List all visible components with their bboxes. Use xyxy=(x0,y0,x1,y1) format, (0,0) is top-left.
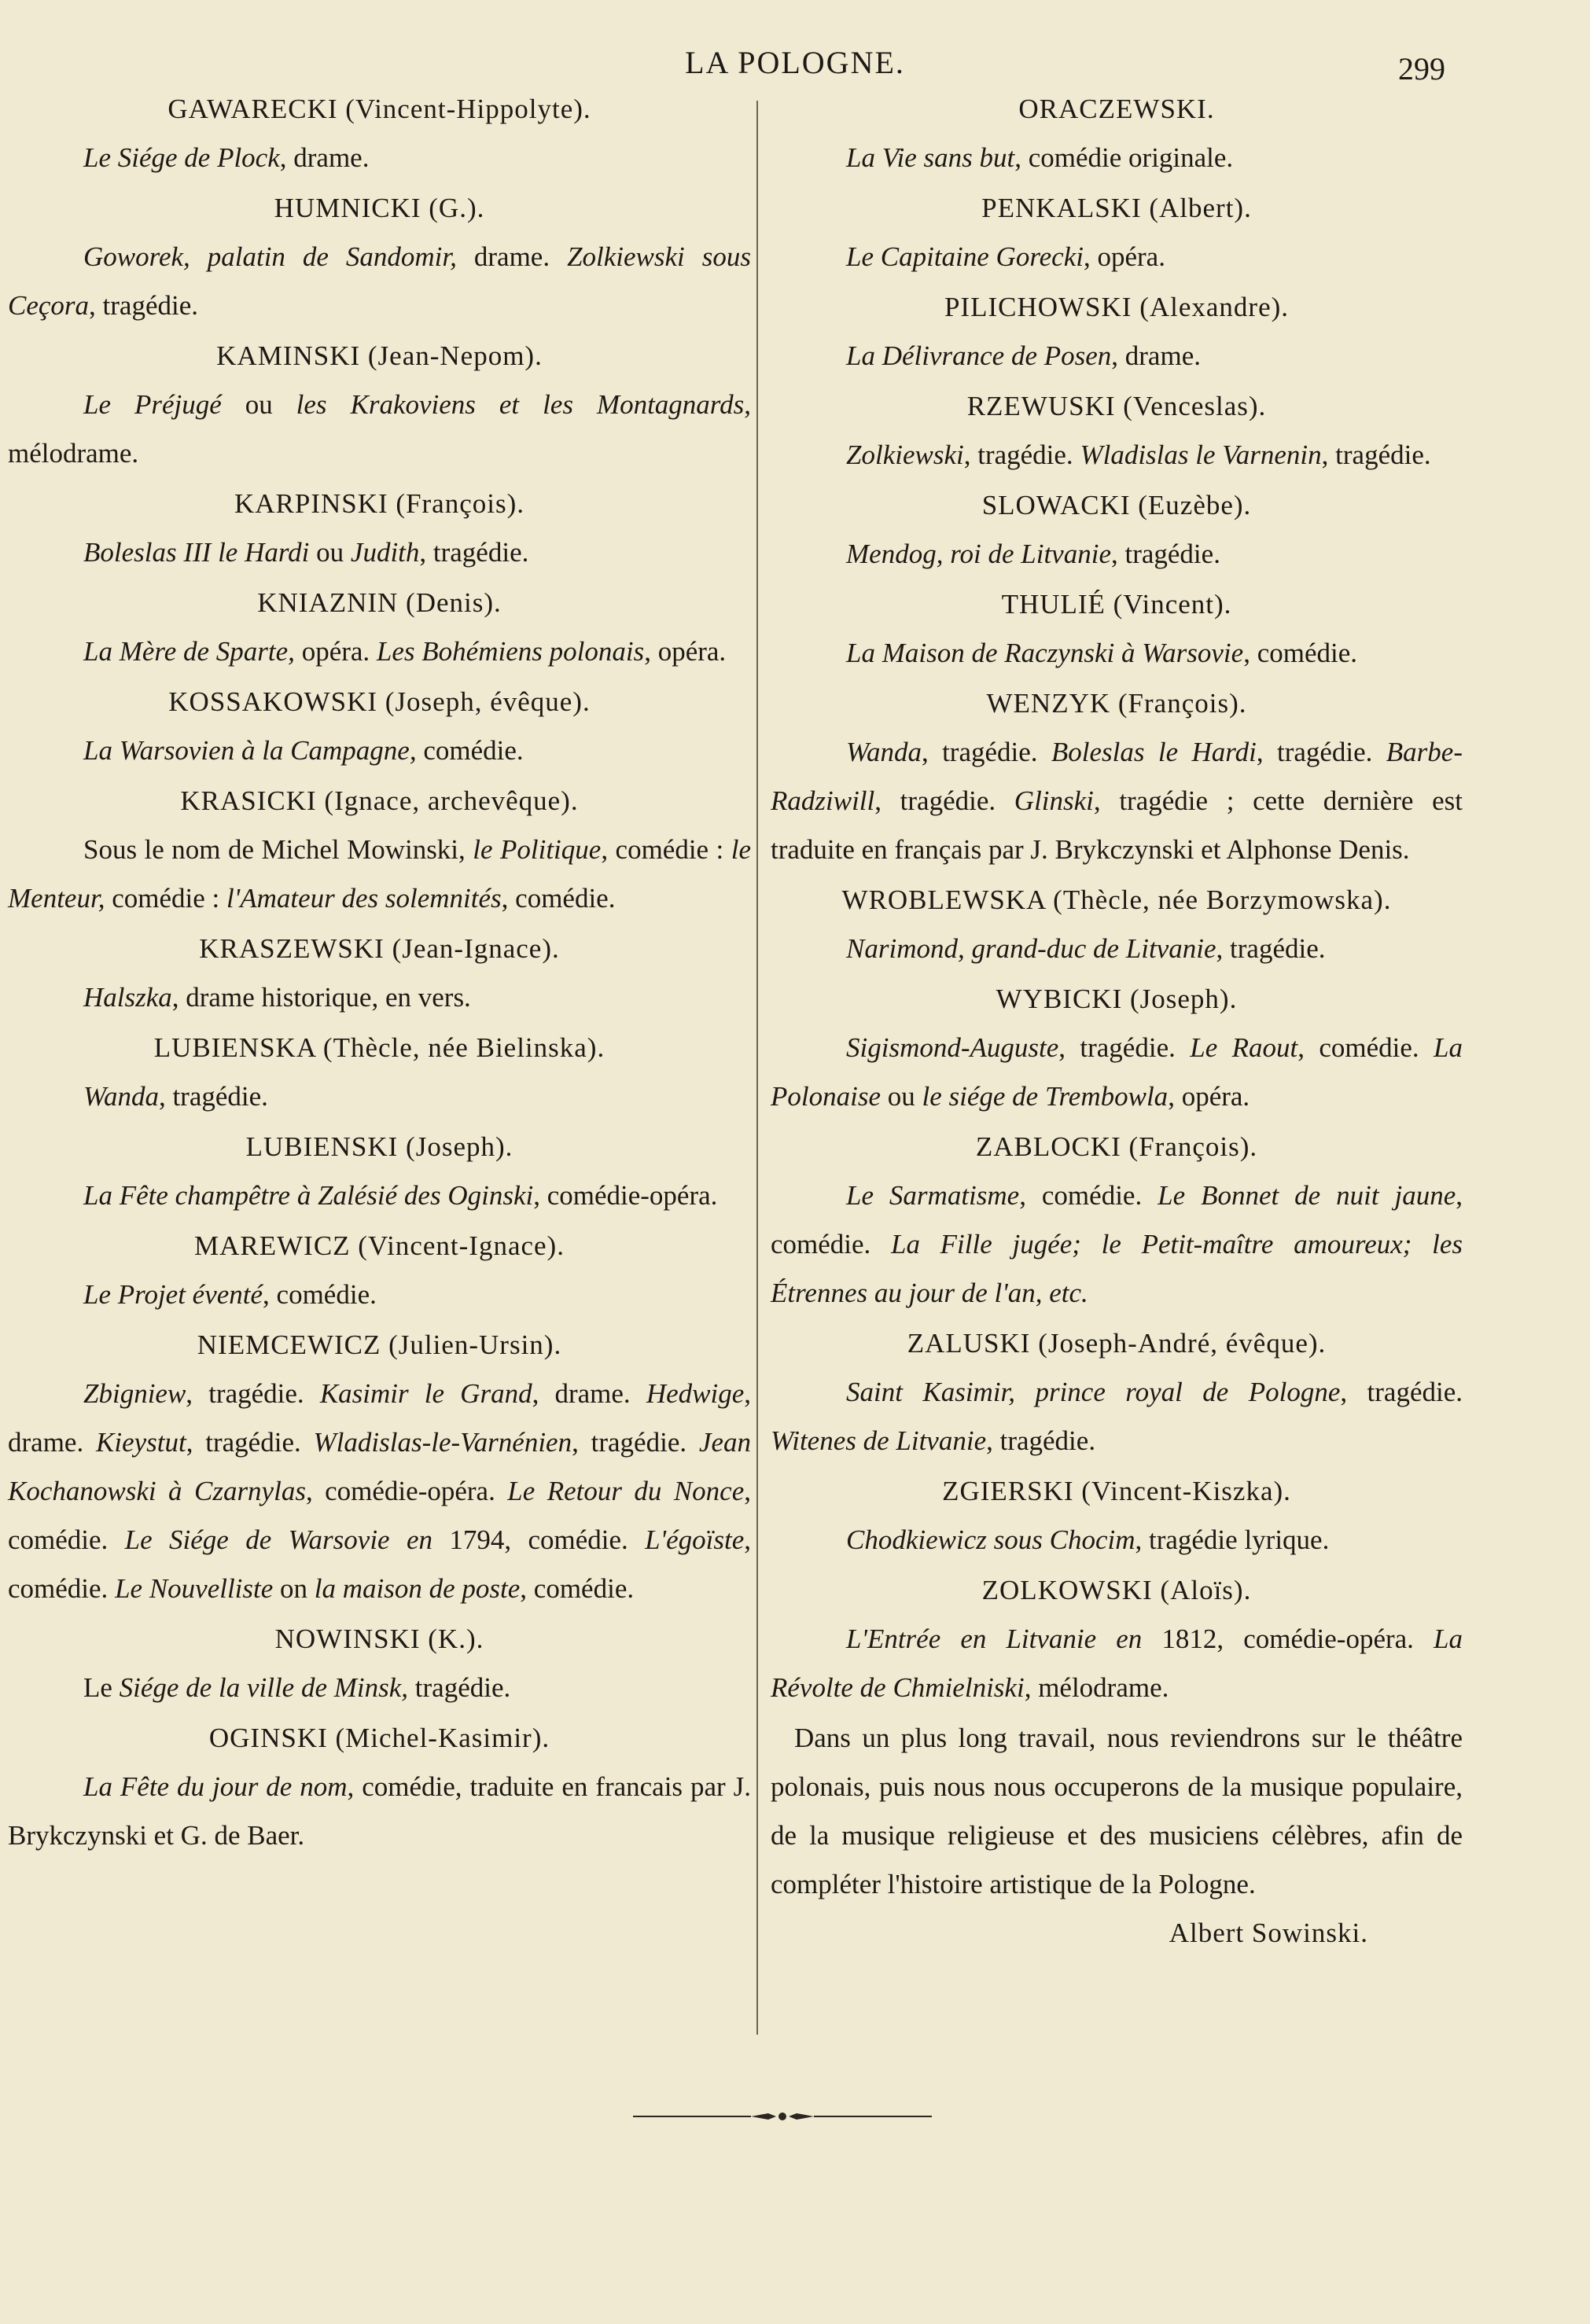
work-title: L'égoïste xyxy=(645,1524,745,1555)
works-text xyxy=(8,1763,751,1860)
right-column xyxy=(771,85,1463,1958)
author-name: PENKALSKI (Albert). xyxy=(981,193,1252,223)
works-text xyxy=(771,1024,1463,1121)
work-note: , tragédie. xyxy=(419,537,529,568)
author-entry xyxy=(771,184,1463,281)
works-list xyxy=(8,1270,751,1319)
works-list xyxy=(8,233,751,330)
author-entry xyxy=(8,925,751,1022)
work-note: , comédie. xyxy=(8,1524,751,1604)
works-text xyxy=(771,629,1463,678)
work-note: , drame. xyxy=(8,1378,751,1458)
work-note: , tragédie. xyxy=(158,1081,268,1112)
author-name: WENZYK (François). xyxy=(986,688,1247,719)
works-text xyxy=(8,1370,751,1613)
works-text xyxy=(8,973,751,1022)
works-list xyxy=(8,381,751,478)
work-note: , tragédie. xyxy=(186,1427,314,1458)
work-note: , mélodrame. xyxy=(8,389,751,469)
author-name: THULIÉ (Vincent). xyxy=(1001,589,1232,620)
work-note: , mélodrame. xyxy=(1024,1672,1169,1703)
work-note: , drame. xyxy=(532,1378,646,1409)
work-title: Les Bohémiens polonais xyxy=(376,636,645,667)
work-title: Zbigniew xyxy=(83,1378,186,1409)
works-text xyxy=(8,726,751,775)
works-text xyxy=(771,233,1463,281)
works-text xyxy=(771,925,1463,973)
work-note: tragédie. xyxy=(408,1672,511,1703)
work-note: 1812, comédie-opéra. xyxy=(1142,1623,1434,1654)
works-list xyxy=(8,1171,751,1220)
work-note: , comédie-opéra. xyxy=(305,1476,508,1506)
works-list xyxy=(8,826,751,923)
work-title: Le Siége de Warsovie en xyxy=(124,1524,432,1555)
work-note: , comédie. xyxy=(520,1573,635,1604)
works-list xyxy=(771,233,1463,281)
left-column xyxy=(8,85,751,1862)
work-title: Le Siége de Plock xyxy=(83,142,280,173)
work-note: , opéra. xyxy=(644,636,727,667)
work-title: Le Capitaine Gorecki xyxy=(846,241,1084,272)
works-list xyxy=(771,1516,1463,1565)
work-title: La Fête du jour de nom xyxy=(83,1771,348,1802)
work-title: Le Préjugé xyxy=(83,389,222,420)
works-list xyxy=(771,1368,1463,1465)
works-text xyxy=(771,431,1463,480)
works-text xyxy=(8,1072,751,1121)
author-entry xyxy=(8,332,751,478)
author-entry xyxy=(8,85,751,182)
work-title: La Mère de Sparte, xyxy=(83,636,295,667)
author-entry xyxy=(8,777,751,923)
work-note: , comédie. xyxy=(501,883,616,914)
author-entry xyxy=(771,481,1463,579)
page-number: 299 xyxy=(1398,51,1445,86)
author-name: HUMNICKI (G.). xyxy=(274,193,485,223)
works-text xyxy=(771,1615,1463,1712)
works-list xyxy=(771,332,1463,381)
author-entry xyxy=(771,975,1463,1121)
author-entry xyxy=(8,1321,751,1613)
works-list xyxy=(8,973,751,1022)
work-title: Zolkiewski xyxy=(846,439,964,470)
works-text xyxy=(771,530,1463,579)
work-note: , comédie-opéra. xyxy=(533,1180,718,1211)
works-text xyxy=(771,728,1463,874)
work-note: ou xyxy=(309,537,351,568)
work-title: La Révolte de Chmielniski xyxy=(771,1623,1463,1703)
author-name: WYBICKI (Joseph). xyxy=(996,984,1238,1014)
author-entry xyxy=(8,184,751,330)
work-note: , tragédie. xyxy=(1340,1377,1463,1407)
work-note: , tragédie lyrique. xyxy=(1135,1524,1330,1555)
works-list xyxy=(8,1072,751,1121)
works-text xyxy=(8,381,751,478)
author-entry xyxy=(771,1467,1463,1565)
author-name: ZABLOCKI (François). xyxy=(975,1131,1258,1162)
work-note: , tragédie. xyxy=(572,1427,699,1458)
works-list xyxy=(771,1171,1463,1318)
author-entry xyxy=(8,1222,751,1319)
work-note: , comédie, traduite en francais par J. Brykczynski et G. de Baer. xyxy=(8,1771,752,1851)
author-name: LUBIENSKA (Thècle, née Bielinska). xyxy=(153,1032,605,1063)
work-note: , comédie : xyxy=(601,834,731,865)
works-text xyxy=(8,134,751,182)
work-title: Kasimir le Grand xyxy=(319,1378,532,1409)
works-list xyxy=(771,134,1463,182)
works-text xyxy=(771,1516,1463,1565)
running-head: LA POLOGNE. xyxy=(685,45,905,80)
work-title: La Délivrance de Posen xyxy=(846,340,1112,371)
works-list xyxy=(8,1763,751,1860)
signature: Albert Sowinski. xyxy=(1169,1918,1368,1948)
work-note: , tragédie. xyxy=(186,1378,320,1409)
author-name: GAWARECKI (Vincent-Hippolyte). xyxy=(167,94,591,124)
work-note: Sous le nom de Michel Mowinski, xyxy=(83,834,473,865)
author-name: ORACZEWSKI. xyxy=(1018,94,1215,124)
work-note: , comédie. xyxy=(1297,1032,1434,1063)
author-name: WROBLEWSKA (Thècle, née Borzymowska). xyxy=(841,884,1392,915)
work-note: , comédie. xyxy=(1243,638,1357,668)
works-list xyxy=(771,728,1463,874)
work-note: comédie. xyxy=(416,735,524,766)
author-entry xyxy=(8,678,751,775)
closing-paragraph xyxy=(771,1714,1463,1909)
work-note: ou xyxy=(880,1081,922,1112)
author-entry xyxy=(8,579,751,676)
work-note: , drame historique, en vers. xyxy=(171,982,471,1013)
works-text xyxy=(771,1368,1463,1465)
work-title: Jean Kochanowski à Czarnylas xyxy=(8,1427,751,1506)
author-entry xyxy=(771,283,1463,381)
works-list xyxy=(8,627,751,676)
work-note: , tragédie. xyxy=(1058,1032,1191,1063)
work-note: , tragédie. xyxy=(1216,933,1326,964)
work-title: La Fille jugée; le Petit-maître amoureux; les Étrennes au jour de l'an, etc. xyxy=(771,1229,1463,1308)
work-title: Barbe-Radziwill xyxy=(771,737,1463,816)
work-title: La Maison de Raczynski à Warsovie xyxy=(846,638,1244,668)
works-list xyxy=(771,431,1463,480)
work-title: Glinski xyxy=(1014,785,1094,816)
works-list xyxy=(771,1615,1463,1712)
tailpiece-ornament-icon xyxy=(633,2107,932,2126)
author-entry xyxy=(8,1714,751,1860)
works-list xyxy=(771,530,1463,579)
works-text xyxy=(8,826,751,923)
work-note: , comédie. xyxy=(771,1180,1463,1259)
work-note: 1794, comédie. xyxy=(432,1524,646,1555)
author-entry xyxy=(8,1615,751,1712)
work-title: Wanda xyxy=(846,737,922,767)
author-name: KRASZEWSKI (Jean-Ignace). xyxy=(199,933,560,964)
work-note: , opéra. xyxy=(1168,1081,1250,1112)
author-entry xyxy=(771,679,1463,874)
work-title: Le Bonnet de nuit jaune xyxy=(1158,1180,1456,1211)
work-title: La Warsovien à la Campagne, xyxy=(83,735,417,766)
works-text xyxy=(771,134,1463,182)
works-list xyxy=(8,1370,751,1613)
work-note: , drame. xyxy=(1111,340,1201,371)
author-name: KARPINSKI (François). xyxy=(234,488,525,519)
work-note: , tragédie. xyxy=(963,439,1080,470)
work-note: Le xyxy=(83,1672,120,1703)
work-title: Wladislas-le-Varnénien xyxy=(313,1427,572,1458)
work-title: Kieystut xyxy=(96,1427,186,1458)
work-title: Saint Kasimir, prince royal de Pologne xyxy=(846,1377,1341,1407)
works-list xyxy=(8,726,751,775)
works-text xyxy=(8,1664,751,1712)
work-title: Narimond, grand-duc de Litvanie xyxy=(846,933,1216,964)
work-note: ou xyxy=(221,389,296,420)
work-title: Le Raout xyxy=(1190,1032,1298,1063)
work-title: Wladislas le Varnenin xyxy=(1080,439,1322,470)
author-name: NIEMCEWICZ (Julien-Ursin). xyxy=(197,1329,562,1360)
works-text xyxy=(8,233,751,330)
column-rule xyxy=(756,101,758,2035)
author-name: KRASICKI (Ignace, archevêque). xyxy=(180,785,579,816)
work-title: Mendog, roi de Litvanie xyxy=(846,539,1111,569)
works-text xyxy=(771,332,1463,381)
author-entry xyxy=(771,382,1463,480)
work-title: Zolkiewski sous Ceçora xyxy=(8,241,752,321)
work-title: L'Entrée en Litvanie en xyxy=(846,1623,1143,1654)
works-list xyxy=(771,629,1463,678)
work-title: Le Nouvelliste xyxy=(115,1573,274,1604)
author-entry xyxy=(771,1319,1463,1465)
work-note: , tragédie. xyxy=(921,737,1051,767)
author-entry xyxy=(771,85,1463,182)
work-note: , tragédie ; cette dernière est traduite en français par J. Brykczynski et Alphonse Denis. xyxy=(771,785,1463,865)
work-note: , comédie. xyxy=(1019,1180,1158,1211)
author-entry xyxy=(771,1123,1463,1318)
works-list xyxy=(8,528,751,577)
work-title: l'Amateur des solemnités xyxy=(226,883,502,914)
work-title: Siége de la ville de Minsk, xyxy=(119,1672,409,1703)
author-entry xyxy=(771,876,1463,973)
author-entry xyxy=(8,480,751,577)
work-title: La Polonaise xyxy=(771,1032,1463,1112)
work-note: , comédie. xyxy=(8,1476,751,1555)
work-title: Le Sarmatisme xyxy=(846,1180,1020,1211)
work-note: , tragédie. xyxy=(986,1425,1096,1456)
work-title: La Fête champêtre à Zalésié des Oginski xyxy=(83,1180,534,1211)
author-name: ZGIERSKI (Vincent-Kiszka). xyxy=(942,1476,1291,1506)
work-title: Halszka xyxy=(83,982,172,1013)
work-title: le Menteur, xyxy=(8,834,752,914)
author-entry xyxy=(8,1123,751,1220)
author-name: KNIAZNIN (Denis). xyxy=(257,587,502,618)
work-title: Judith xyxy=(350,537,420,568)
works-text xyxy=(8,528,751,577)
author-name: NOWINSKI (K.). xyxy=(274,1623,484,1654)
author-name: OGINSKI (Michel-Kasimir). xyxy=(208,1723,550,1753)
work-title: Hedwige xyxy=(646,1378,745,1409)
author-name: PILICHOWSKI (Alexandre). xyxy=(944,292,1290,322)
work-note: , drame. xyxy=(279,142,370,173)
work-title: La Vie sans but xyxy=(846,142,1015,173)
work-title: Boleslas le Hardi xyxy=(1051,737,1257,767)
work-note: , tragédie. xyxy=(874,785,1014,816)
work-title: Sigismond-Auguste xyxy=(846,1032,1059,1063)
work-note: drame. xyxy=(456,241,568,272)
works-text xyxy=(8,1171,751,1220)
work-title: Goworek, palatin de Sandomir, xyxy=(83,241,457,272)
closing-text: Dans un plus long travail, nous reviendrons sur le théâtre polonais, puis nous nous occuperons de la musique populaire, de la musique religieuse et des musiciens célèbres, afin de compléter l'histoire artistique de la Pologne. xyxy=(771,1723,1463,1899)
author-name: SLOWACKI (Euzèbe). xyxy=(981,490,1252,520)
author-name: ZALUSKI (Joseph-André, évêque). xyxy=(907,1328,1327,1359)
work-note: on xyxy=(273,1573,315,1604)
work-title: la maison de poste xyxy=(314,1573,521,1604)
work-title: Witenes de Litvanie xyxy=(771,1425,987,1456)
works-list xyxy=(8,134,751,182)
work-note: opéra. xyxy=(294,636,377,667)
works-list xyxy=(771,925,1463,973)
author-entry xyxy=(771,580,1463,678)
work-title: Le Retour du Nonce xyxy=(507,1476,745,1506)
work-note: , comédie originale. xyxy=(1014,142,1234,173)
author-name: KAMINSKI (Jean-Nepom). xyxy=(216,340,543,371)
author-entry xyxy=(771,1566,1463,1712)
work-note: comédie : xyxy=(105,883,226,914)
works-text xyxy=(8,1270,751,1319)
work-note: , tragédie. xyxy=(1321,439,1431,470)
work-title: le siége de Trembowla xyxy=(922,1081,1169,1112)
work-note: , opéra. xyxy=(1083,241,1165,272)
author-name: MAREWICZ (Vincent-Ignace). xyxy=(194,1230,565,1261)
work-note: , comédie. xyxy=(263,1279,377,1310)
work-title: Boleslas III le Hardi xyxy=(83,537,310,568)
work-title: Le Projet éventé xyxy=(83,1279,263,1310)
right-entries xyxy=(771,85,1463,1712)
author-name: KOSSAKOWSKI (Joseph, évêque). xyxy=(168,686,591,717)
work-note: , tragédie. xyxy=(89,290,199,321)
author-name: LUBIENSKI (Joseph). xyxy=(245,1131,513,1162)
work-title: Wanda xyxy=(83,1081,159,1112)
work-title: Chodkiewicz sous Chocim xyxy=(846,1524,1135,1555)
work-title: les Krakoviens et les Montagnards xyxy=(296,389,745,420)
work-note: , tragédie. xyxy=(1110,539,1220,569)
works-list xyxy=(8,1664,751,1712)
author-name: ZOLKOWSKI (Aloïs). xyxy=(981,1575,1252,1605)
author-name: RZEWUSKI (Venceslas). xyxy=(966,391,1267,421)
works-text xyxy=(771,1171,1463,1318)
works-text xyxy=(8,627,751,676)
author-entry xyxy=(8,1024,751,1121)
works-list xyxy=(771,1024,1463,1121)
work-title: le Politique xyxy=(473,834,602,865)
work-note: , tragédie. xyxy=(1256,737,1386,767)
